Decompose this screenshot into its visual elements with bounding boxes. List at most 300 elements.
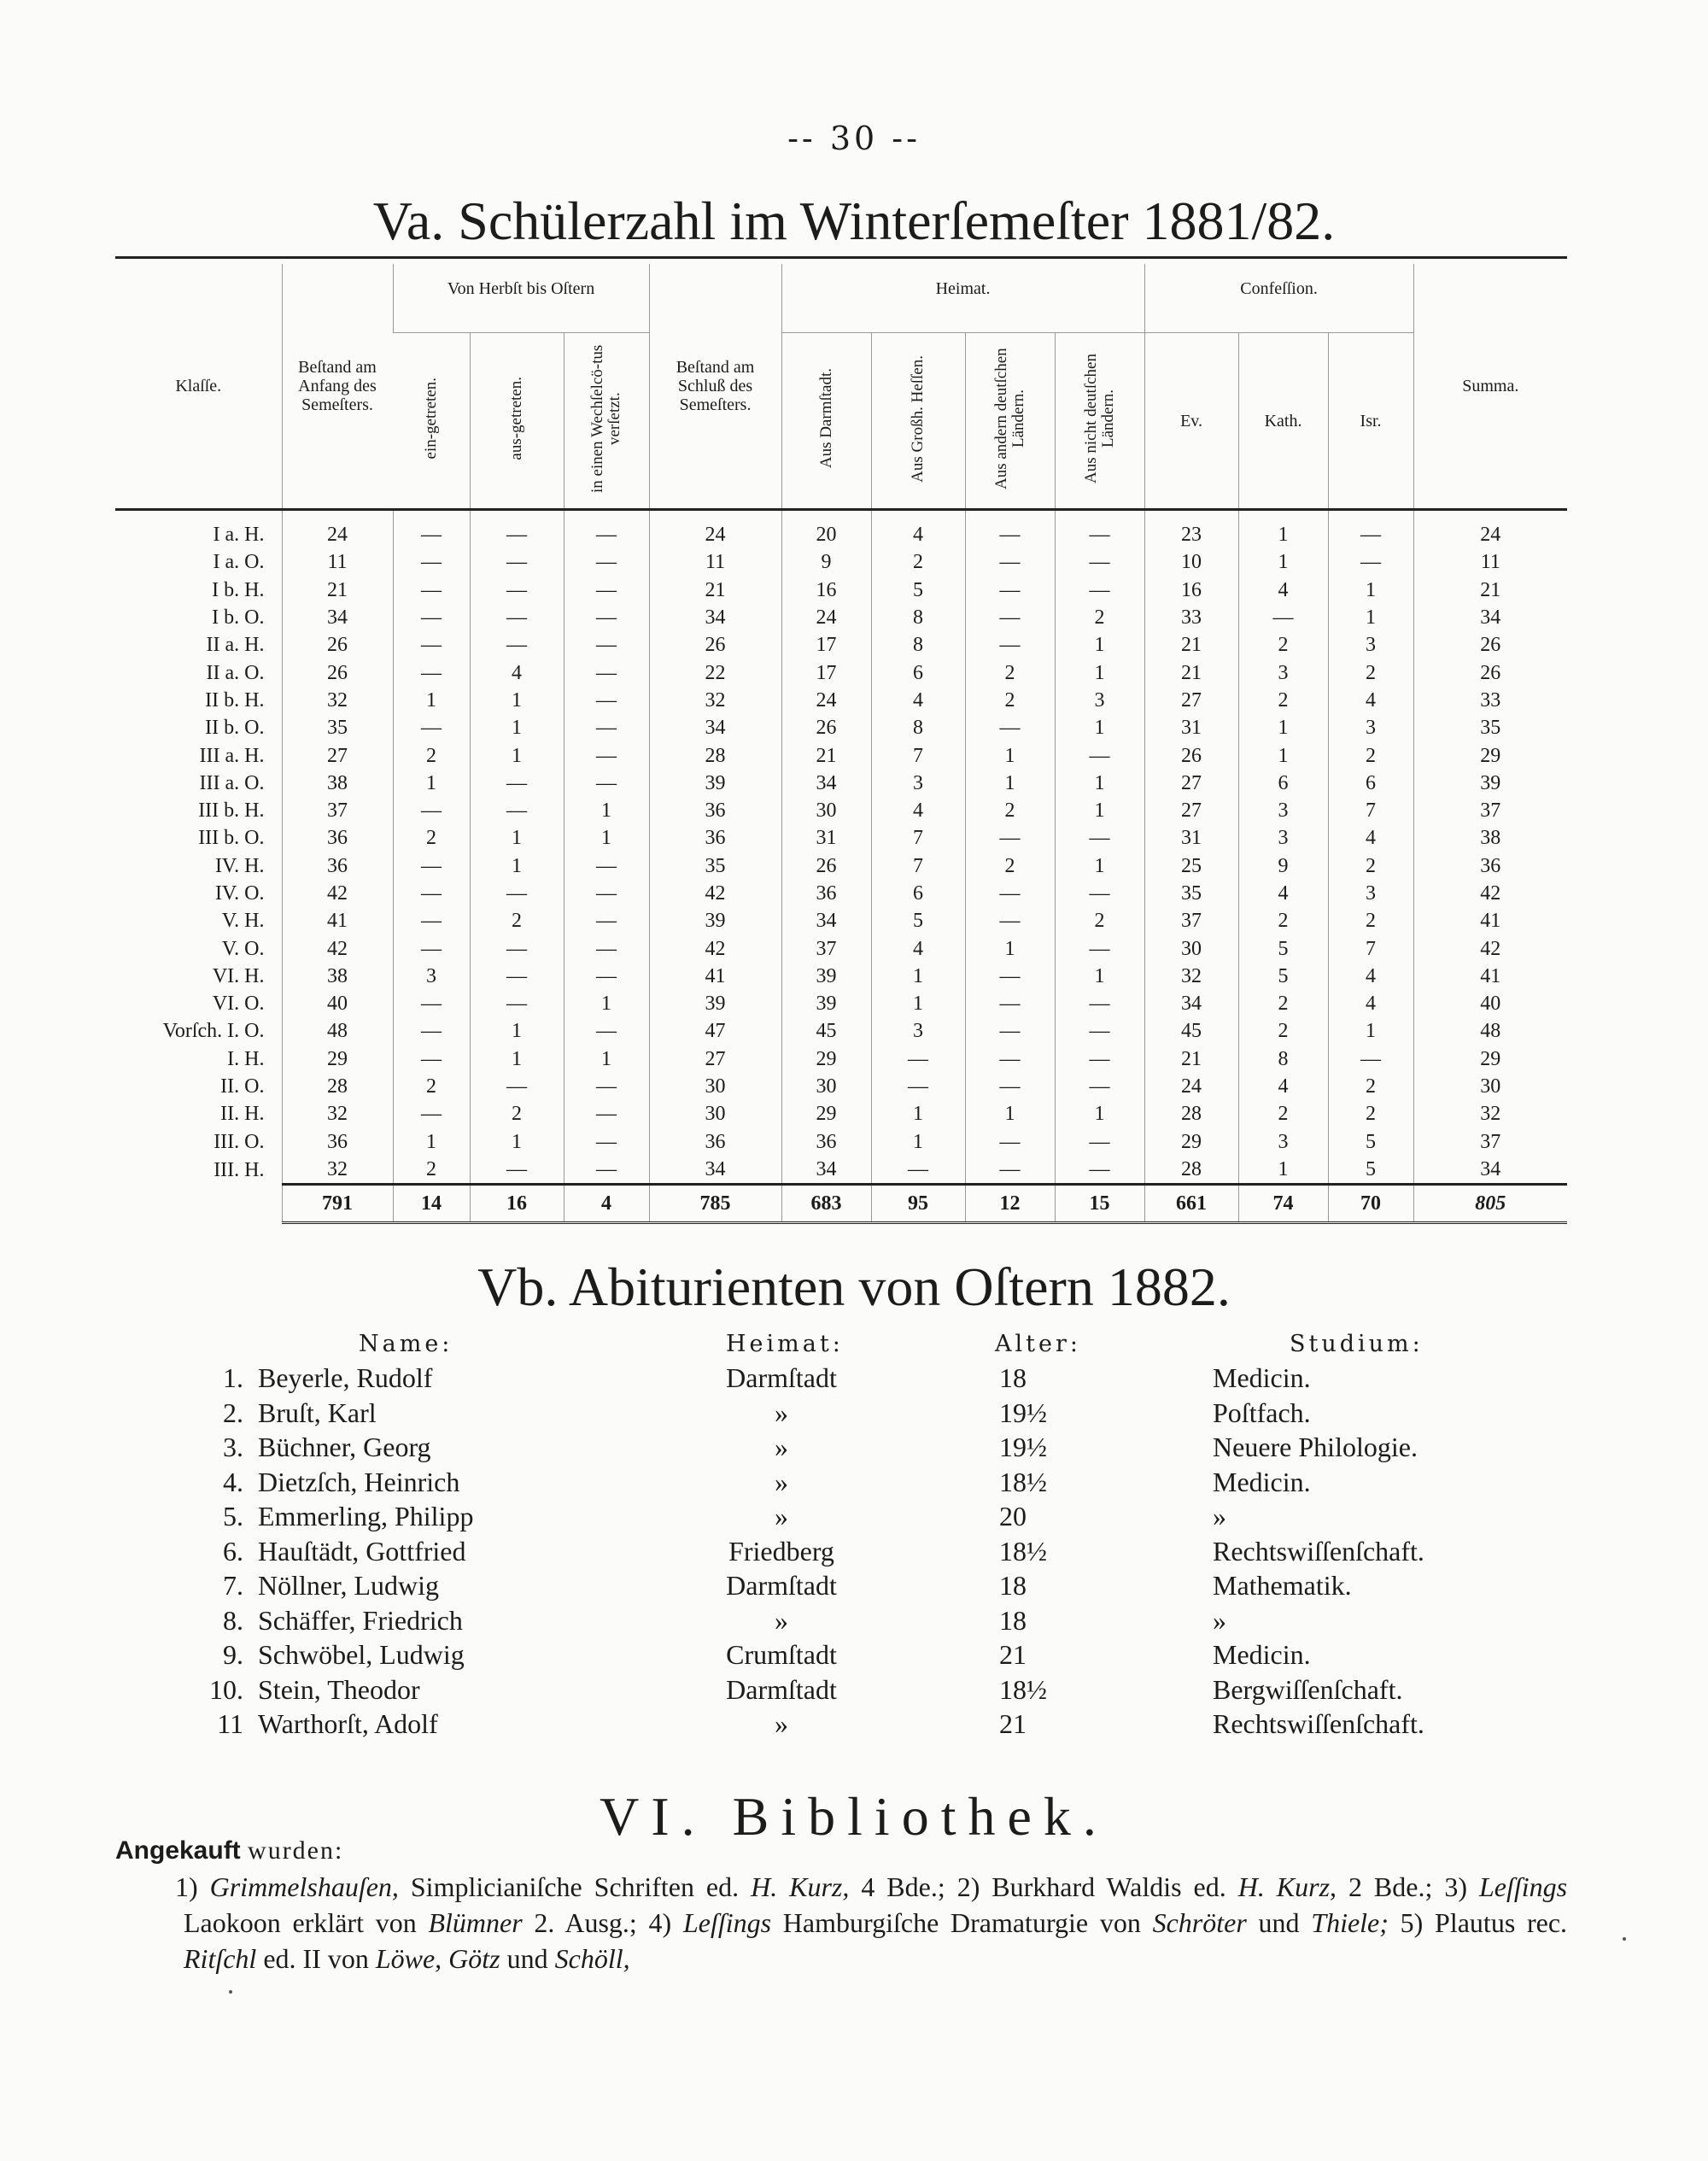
row-label: I b. O. (212, 606, 265, 630)
table-cell: — (564, 714, 649, 741)
table-cell: 1 (1328, 604, 1413, 631)
table-cell: 5 (871, 907, 965, 934)
table-cell: 6 (1238, 770, 1328, 797)
table-cell: — (470, 880, 564, 907)
row-label: II b. O. (205, 717, 265, 740)
item-3-tail: 2. Ausg.; (534, 1907, 637, 1938)
row-label: Vorſch. I. O. (162, 1020, 265, 1043)
table-cell: — (965, 824, 1055, 852)
table-cell: 39 (1413, 770, 1567, 797)
table-cell: 39 (649, 990, 781, 1017)
table-cell: 1 (1055, 963, 1144, 990)
table-cell: 28 (282, 1073, 393, 1100)
table-cell: 1 (965, 1100, 1055, 1127)
table-cell: 2 (470, 907, 564, 934)
abi-number: 6. (223, 1535, 243, 1567)
table-cell: 4 (871, 797, 965, 824)
list-item (0, 1536, 1708, 1570)
table-cell: 3 (1238, 1128, 1328, 1156)
table-cell: — (393, 548, 470, 576)
table-cell: — (965, 1017, 1055, 1045)
list-item (0, 1397, 1708, 1432)
table-cell: 1 (1328, 1017, 1413, 1045)
table-cell: — (393, 1017, 470, 1045)
abi-alter: 18½ (999, 1466, 1047, 1497)
angekauft-bold: Angekauft (115, 1836, 241, 1865)
table-row (115, 852, 1567, 880)
table-cell: 29 (1413, 1045, 1567, 1073)
column-header-heimat: Heimat: (726, 1331, 844, 1357)
header-wechselcoetus: in einen Wechſelcö-tus verſetzt. (588, 344, 624, 493)
totals-label-cell (115, 1185, 282, 1223)
header-summa: Summa. (1413, 264, 1567, 510)
table-cell: 3 (1238, 659, 1328, 686)
table-cell: 2 (1238, 1100, 1328, 1127)
table-cell: 5 (1328, 1156, 1413, 1185)
table-cell: — (564, 1156, 649, 1185)
row-label: III. O. (214, 1130, 265, 1153)
table-cell: 38 (282, 770, 393, 797)
table-cell: — (393, 510, 470, 549)
item-5-und: und (506, 1943, 548, 1974)
abi-name: Warthorſt, Adolf (258, 1708, 438, 1739)
list-item (0, 1605, 1708, 1639)
row-label: V. H. (221, 910, 265, 933)
table-cell: 7 (871, 852, 965, 880)
abi-heimat: » (775, 1501, 788, 1531)
total-cell: 661 (1144, 1185, 1238, 1223)
table-cell: 48 (1413, 1017, 1567, 1045)
table-cell: — (564, 659, 649, 686)
table-cell: 27 (1144, 797, 1238, 824)
table-cell: — (564, 1100, 649, 1127)
abi-studium: » (1213, 1604, 1226, 1636)
section-title-vb: Vb. Abiturienten von Oſtern 1882. (477, 1256, 1231, 1317)
table-cell: — (564, 548, 649, 576)
abi-alter: 19½ (999, 1432, 1047, 1462)
table-cell: 32 (649, 687, 781, 714)
item-3-number: 3) (1444, 1871, 1467, 1902)
table-cell: — (470, 510, 564, 549)
abi-name: Büchner, Georg (258, 1432, 431, 1462)
table-cell: 8 (871, 714, 965, 741)
table-cell: 28 (1144, 1100, 1238, 1127)
table-cell: 1 (470, 852, 564, 880)
row-label: V. O. (221, 937, 265, 960)
total-cell: 785 (649, 1185, 781, 1223)
table-cell: 1 (470, 824, 564, 852)
total-cell: 14 (393, 1185, 470, 1223)
abi-number: 3. (223, 1432, 243, 1462)
item-3-author: Leſſings (1478, 1871, 1568, 1902)
table-cell: — (1055, 880, 1144, 907)
list-item (0, 1432, 1708, 1466)
row-label: II b. H. (205, 688, 265, 712)
student-statistics-table (115, 264, 1567, 1224)
row-label: IV. O. (214, 882, 265, 905)
abi-heimat: Darmſtadt (726, 1362, 837, 1393)
item-2-tail: 2 Bde.; (1348, 1871, 1433, 1902)
table-row (115, 990, 1567, 1017)
table-row (115, 604, 1567, 631)
table-cell: 1 (871, 1100, 965, 1127)
item-3-editor: Blümner (428, 1907, 523, 1938)
table-cell: 5 (1238, 963, 1328, 990)
table-cell: 4 (1328, 687, 1413, 714)
table-cell: 32 (1144, 963, 1238, 990)
abi-alter: 21 (999, 1639, 1027, 1670)
table-cell: 39 (781, 990, 871, 1017)
table-cell: 2 (965, 687, 1055, 714)
table-cell: — (871, 1156, 965, 1185)
header-aus-gross-hessen: Aus Großh. Heſſen. (909, 354, 927, 483)
table-cell: 1 (1055, 714, 1144, 741)
table-cell: 39 (649, 770, 781, 797)
table-cell: 34 (1413, 1156, 1567, 1185)
table-cell: — (393, 990, 470, 1017)
table-cell: 34 (781, 1156, 871, 1185)
header-klasse: Klaſſe. (115, 264, 282, 510)
row-label: I a. H. (213, 524, 265, 547)
table-cell: — (564, 1073, 649, 1100)
table-cell: 31 (781, 824, 871, 852)
table-cell: 1 (1055, 852, 1144, 880)
row-label: II a. H. (206, 634, 265, 657)
table-cell: — (1055, 577, 1144, 604)
table-cell: 16 (1144, 577, 1238, 604)
table-cell: — (470, 548, 564, 576)
table-cell: 11 (282, 548, 393, 576)
table-cell: — (965, 1045, 1055, 1073)
table-cell: 2 (1238, 631, 1328, 659)
table-cell: — (564, 963, 649, 990)
total-cell: 4 (564, 1185, 649, 1223)
page-number: -- 30 -- (787, 120, 921, 157)
table-cell: 24 (1144, 1073, 1238, 1100)
table-cell: 35 (282, 714, 393, 741)
table-cell: 7 (871, 741, 965, 769)
table-cell: 21 (781, 741, 871, 769)
table-cell: 1 (1238, 1156, 1328, 1185)
table-cell: 38 (1413, 824, 1567, 852)
table-cell: 1 (393, 687, 470, 714)
abi-studium: Rechtswiſſenſchaft. (1213, 1708, 1424, 1739)
item-5-number: 5) (1400, 1907, 1424, 1938)
table-cell: 1 (470, 714, 564, 741)
table-cell: 30 (781, 797, 871, 824)
item-3-text: Laokoon erklärt von (184, 1907, 417, 1938)
table-cell: 9 (781, 548, 871, 576)
table-cell: 21 (1144, 1045, 1238, 1073)
table-cell: — (871, 1073, 965, 1100)
table-cell: 30 (649, 1073, 781, 1100)
table-row (115, 1128, 1567, 1156)
table-cell: — (564, 880, 649, 907)
table-cell: 36 (282, 824, 393, 852)
header-kath: Kath. (1238, 333, 1328, 510)
table-cell: 32 (1413, 1100, 1567, 1127)
table-cell: — (965, 907, 1055, 934)
table-cell: 4 (871, 934, 965, 962)
abi-studium: Medicin. (1213, 1466, 1311, 1497)
table-cell: — (871, 1045, 965, 1073)
table-cell: — (564, 1128, 649, 1156)
row-label: VI. H. (212, 964, 265, 987)
table-cell: 35 (1144, 880, 1238, 907)
table-cell: 1 (965, 770, 1055, 797)
table-cell: 2 (393, 741, 470, 769)
table-cell: — (470, 770, 564, 797)
table-cell: 1 (1238, 741, 1328, 769)
table-cell: 34 (1413, 604, 1567, 631)
table-cell: 2 (1238, 990, 1328, 1017)
abi-studium: Neuere Philologie. (1213, 1432, 1418, 1462)
table-cell: 22 (649, 659, 781, 686)
table-cell: 1 (1328, 577, 1413, 604)
table-cell: 1 (564, 797, 649, 824)
table-cell: 21 (649, 577, 781, 604)
table-cell: 39 (649, 907, 781, 934)
table-cell: 21 (1413, 577, 1567, 604)
abi-name: Beyerle, Rudolf (258, 1362, 433, 1393)
table-cell: 3 (871, 1017, 965, 1045)
statistics-table-container (115, 256, 1567, 1224)
table-cell: 24 (649, 510, 781, 549)
table-cell: 36 (781, 880, 871, 907)
table-cell: 4 (871, 510, 965, 549)
table-cell: — (564, 741, 649, 769)
table-cell: — (393, 852, 470, 880)
item-4-editor-1: Schröter (1152, 1907, 1247, 1938)
table-cell: 35 (649, 852, 781, 880)
header-ev: Ev. (1144, 333, 1238, 510)
table-cell: 34 (282, 604, 393, 631)
table-cell: 9 (1238, 852, 1328, 880)
table-cell: 45 (781, 1017, 871, 1045)
table-top-rule (115, 256, 1567, 259)
table-row (115, 741, 1567, 769)
abi-number: 1. (223, 1362, 243, 1393)
table-cell: 2 (393, 1156, 470, 1185)
table-row (115, 963, 1567, 990)
table-cell: — (1328, 510, 1413, 549)
table-cell: 37 (781, 934, 871, 962)
row-label: III b. H. (198, 799, 265, 823)
table-cell: 42 (282, 934, 393, 962)
table-cell: — (1055, 824, 1144, 852)
table-cell: 34 (649, 604, 781, 631)
table-row (115, 687, 1567, 714)
table-cell: — (393, 1045, 470, 1073)
table-cell: — (393, 797, 470, 824)
table-cell: — (393, 714, 470, 741)
total-cell: 791 (282, 1185, 393, 1223)
item-1-editor: H. Kurz, (751, 1871, 850, 1902)
table-row (115, 824, 1567, 852)
table-cell: — (470, 990, 564, 1017)
row-label: VI. O. (212, 993, 265, 1016)
table-cell: 37 (1413, 797, 1567, 824)
table-cell: 41 (649, 963, 781, 990)
table-cell: 6 (871, 880, 965, 907)
table-row (115, 1073, 1567, 1100)
table-cell: — (470, 963, 564, 990)
table-cell: — (965, 577, 1055, 604)
table-cell: 2 (965, 852, 1055, 880)
header-bestand-anfang: Beſtand am Anfang des Semeſters. (282, 264, 393, 510)
table-cell: 3 (871, 770, 965, 797)
table-cell: — (1055, 510, 1144, 549)
table-cell: — (470, 1073, 564, 1100)
table-cell: 34 (649, 1156, 781, 1185)
abiturienten-header (0, 1331, 1708, 1362)
table-cell: — (564, 770, 649, 797)
table-cell: 1 (1238, 548, 1328, 576)
angekauft-label (115, 1836, 343, 1865)
print-speck (229, 1990, 232, 1994)
abi-number: 11 (217, 1708, 243, 1739)
table-cell: 7 (1328, 797, 1413, 824)
table-cell: 36 (282, 1128, 393, 1156)
abi-heimat: » (775, 1432, 788, 1462)
table-cell: 8 (871, 604, 965, 631)
section-title-vi: VI. Bibliothek. (600, 1786, 1108, 1847)
table-cell: — (470, 604, 564, 631)
total-cell: 805 (1413, 1185, 1567, 1223)
column-header-name: Name: (359, 1331, 453, 1357)
item-5-names: Löwe, Götz (375, 1943, 500, 1974)
table-cell: — (965, 510, 1055, 549)
table-cell: 2 (1328, 907, 1413, 934)
abi-name: Dietzſch, Heinrich (258, 1466, 460, 1497)
item-5-last: Schöll, (554, 1943, 630, 1974)
total-cell: 12 (965, 1185, 1055, 1223)
totals-row (115, 1185, 1567, 1223)
abi-alter: 18½ (999, 1535, 1047, 1567)
abi-heimat: Darmſtadt (726, 1570, 837, 1601)
abi-heimat: Darmſtadt (726, 1673, 837, 1705)
table-cell: 38 (282, 963, 393, 990)
abi-number: 4. (223, 1466, 243, 1497)
abi-number: 7. (223, 1570, 243, 1601)
table-cell: 11 (1413, 548, 1567, 576)
table-cell: 42 (649, 880, 781, 907)
table-cell: 16 (781, 577, 871, 604)
table-cell: 26 (282, 659, 393, 686)
statistics-table-body (115, 510, 1567, 1223)
table-cell: 37 (1144, 907, 1238, 934)
table-cell: 27 (1144, 687, 1238, 714)
row-label: IV. H. (214, 854, 265, 877)
item-4-editor-2: Thiele; (1311, 1907, 1389, 1938)
table-cell: 3 (393, 963, 470, 990)
row-label: II a. O. (206, 661, 265, 684)
table-row (115, 1156, 1567, 1185)
table-row (115, 714, 1567, 741)
abi-alter: 18½ (999, 1673, 1047, 1705)
table-cell: 3 (1055, 687, 1144, 714)
table-cell: 34 (781, 770, 871, 797)
table-cell: 4 (1238, 577, 1328, 604)
abi-number: 9. (223, 1639, 243, 1670)
table-cell: 29 (1144, 1128, 1238, 1156)
table-cell: 36 (649, 1128, 781, 1156)
header-isr: Isr. (1328, 333, 1413, 510)
table-cell: 40 (282, 990, 393, 1017)
row-label: I b. H. (212, 578, 265, 601)
abi-studium: Medicin. (1213, 1362, 1311, 1393)
list-item (0, 1501, 1708, 1535)
abi-name: Hauſtädt, Gottfried (258, 1535, 466, 1567)
table-cell: — (393, 934, 470, 962)
header-aus-anderen: Aus andern deutſchen Ländern. (991, 348, 1027, 489)
table-cell: — (965, 604, 1055, 631)
table-cell: 26 (1144, 741, 1238, 769)
list-item (0, 1639, 1708, 1673)
table-cell: — (1055, 1128, 1144, 1156)
table-cell: 25 (1144, 852, 1238, 880)
table-cell: 1 (393, 770, 470, 797)
list-item (0, 1467, 1708, 1501)
abi-heimat: Crumſtadt (726, 1639, 837, 1670)
table-row (115, 510, 1567, 549)
item-1-text: Simplicianiſche Schriften ed. (410, 1871, 740, 1902)
table-cell: 2 (393, 1073, 470, 1100)
table-cell: 4 (1238, 1073, 1328, 1100)
table-cell: 36 (649, 824, 781, 852)
table-row (115, 548, 1567, 576)
abi-alter: 19½ (999, 1397, 1047, 1428)
table-cell: 45 (1144, 1017, 1238, 1045)
table-cell: 27 (649, 1045, 781, 1073)
table-cell: 48 (282, 1017, 393, 1045)
table-cell: — (1055, 1073, 1144, 1100)
table-cell: 21 (282, 577, 393, 604)
table-cell: 1 (871, 990, 965, 1017)
table-cell: — (393, 907, 470, 934)
table-cell: — (1238, 604, 1328, 631)
table-cell: 29 (781, 1045, 871, 1073)
table-cell: 2 (1328, 659, 1413, 686)
abi-number: 2. (223, 1397, 243, 1428)
table-cell: 1 (564, 990, 649, 1017)
table-cell: 29 (1413, 741, 1567, 769)
table-cell: — (965, 548, 1055, 576)
row-label: III b. O. (198, 827, 265, 850)
header-bestand-schluss: Beſtand am Schluß des Semeſters. (649, 264, 781, 510)
table-cell: 42 (1413, 880, 1567, 907)
column-header-alter: Alter: (995, 1331, 1081, 1357)
table-cell: 26 (781, 714, 871, 741)
table-row (115, 880, 1567, 907)
table-cell: 3 (1328, 631, 1413, 659)
abi-name: Nöllner, Ludwig (258, 1570, 440, 1601)
abi-alter: 20 (999, 1501, 1027, 1531)
list-item (0, 1362, 1708, 1397)
item-2-number: 2) (956, 1871, 980, 1902)
table-row (115, 797, 1567, 824)
table-cell: 3 (1238, 797, 1328, 824)
header-ausgetreten: aus-getreten. (507, 377, 525, 460)
item-4-number: 4) (648, 1907, 672, 1938)
table-cell: 34 (649, 714, 781, 741)
total-cell: 95 (871, 1185, 965, 1223)
row-label: II. O. (220, 1075, 265, 1098)
table-cell: — (965, 1128, 1055, 1156)
list-item (0, 1708, 1708, 1742)
table-cell: 1 (470, 687, 564, 714)
table-cell: 3 (1238, 824, 1328, 852)
